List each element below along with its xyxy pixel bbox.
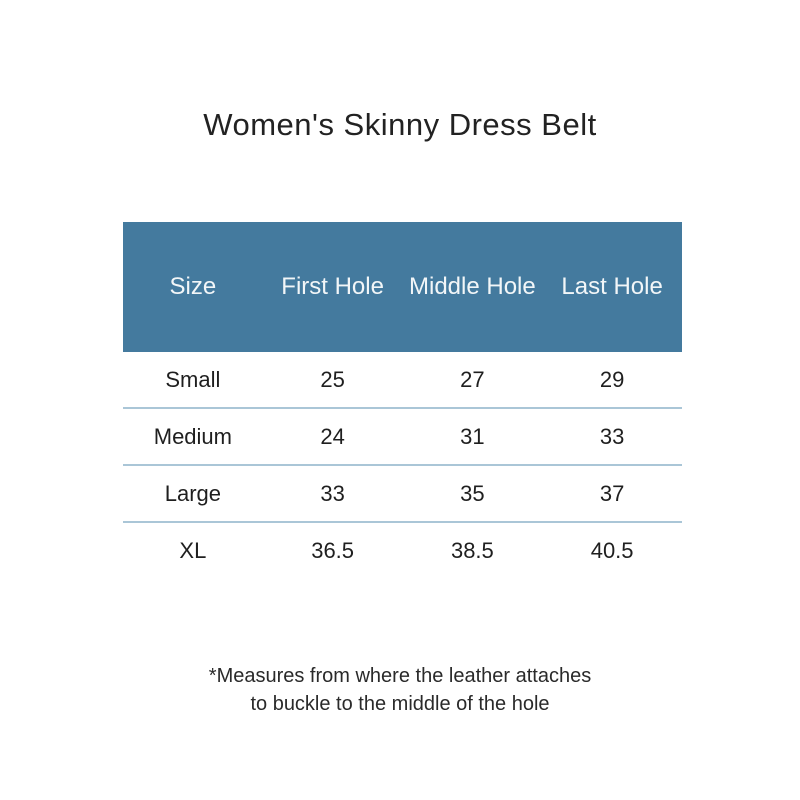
cell-first-hole: 33 [320,480,345,506]
table-row-medium [123,409,682,466]
cell-middle-hole: 35 [460,480,485,506]
cell-middle-hole: 31 [460,423,485,449]
cell-middle-hole: 38.5 [450,537,494,563]
cell-size: Medium [153,423,232,449]
cell-middle-hole: 27 [460,366,485,392]
cell-first-hole: 36.5 [311,537,355,563]
cell-last-hole: 33 [599,423,625,449]
cell-size: XL [179,537,207,563]
cell-last-hole: 37 [599,480,625,506]
column-header-middle-hole: Middle Hole [409,273,536,300]
table-row-xl [123,523,682,578]
size-chart-table [123,222,682,578]
cell-last-hole: 40.5 [590,537,634,563]
cell-size: Large [164,480,222,506]
footnote-line-1: *Measures from where the leather attaches [208,665,592,687]
cell-last-hole: 29 [599,366,625,392]
column-header-first-hole: First Hole [281,273,384,300]
table-row-large [123,466,682,523]
column-header-last-hole: Last Hole [561,273,663,300]
cell-size: Small [165,366,221,392]
footnote-line-2: to buckle to the middle of the hole [250,693,550,715]
page-title: Women's Skinny Dress Belt [203,107,597,142]
table-header-row [123,222,682,352]
table-row-small [123,352,682,409]
column-header-size: Size [169,273,217,300]
measurement-footnote [0,662,800,718]
cell-first-hole: 24 [320,423,345,449]
cell-first-hole: 25 [320,366,345,392]
